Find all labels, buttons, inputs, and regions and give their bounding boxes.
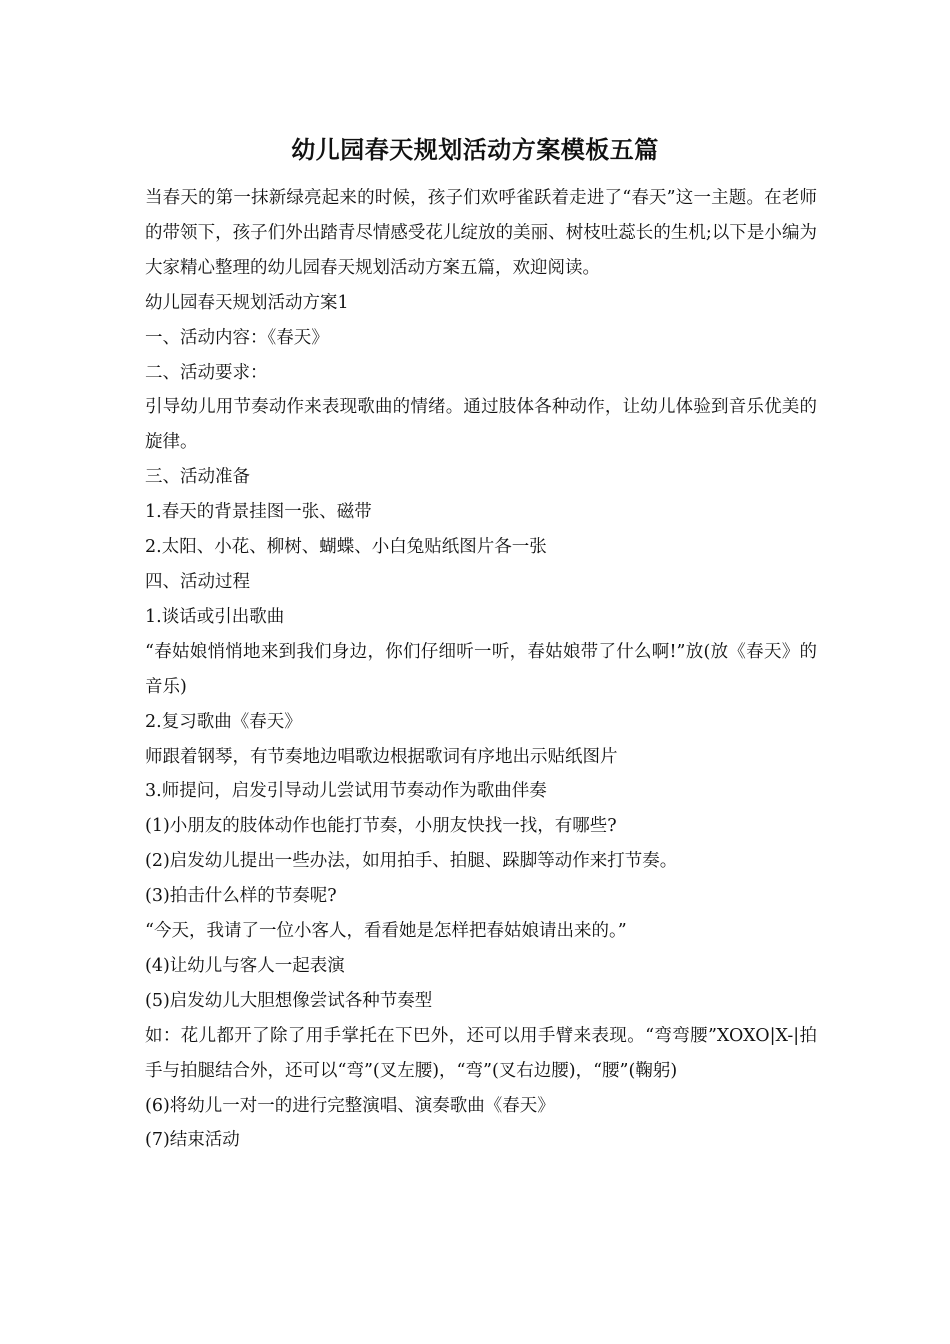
intro-paragraph: 当春天的第一抹新绿亮起来的时候，孩子们欢呼雀跃着走进了“春天”这一主题。在老师的带领下，孩子们外出踏青尽情感受花儿绽放的美丽、树枝吐蕊长的生机;以下是小编为大家精心整理的幼儿园春天规划活动方案五篇，欢迎阅读。 (145, 188, 817, 278)
list-item: 1.春天的背景挂图一张、磁带 (145, 502, 372, 523)
section-heading: 三、活动准备 (145, 467, 250, 488)
list-item: 3.师提问，启发引导动儿尝试用节奏动作为歌曲伴奏 (145, 781, 547, 802)
list-item: (6)将幼儿一对一的进行完整演唱、演奏歌曲《春天》 (145, 1095, 555, 1116)
document-body (145, 181, 817, 1158)
section-heading: 二、活动要求： (145, 362, 268, 383)
section-heading: 一、活动内容：《春天》 (145, 327, 329, 348)
document-title: 幼儿园春天规划活动方案模板五篇 (291, 136, 659, 164)
list-item: 2.复习歌曲《春天》 (145, 711, 302, 732)
list-item: (3)拍击什么样的节奏呢? (145, 886, 337, 907)
list-item: (1)小朋友的肢体动作也能打节奏，小朋友快找一找，有哪些? (145, 816, 617, 837)
body-paragraph: 如：花儿都开了除了用手掌托在下巴外，还可以用手臂来表现。“弯弯腰”XOXO|X-|拍手与拍腿结合外，还可以“弯”(叉左腰)，“弯”(叉右边腰)，“腰”(鞠躬) (145, 1025, 817, 1081)
plan-heading: 幼儿园春天规划活动方案1 (145, 292, 349, 313)
body-paragraph: “春姑娘悄悄地来到我们身边，你们仔细听一听，春姑娘带了什么啊!”放(放《春天》的音乐) (145, 641, 817, 697)
body-paragraph: “今天，我请了一位小客人，看看她是怎样把春姑娘请出来的。” (145, 921, 627, 942)
list-item: 1.谈话或引出歌曲 (145, 606, 285, 627)
section-heading: 四、活动过程 (145, 571, 250, 592)
body-paragraph: 引导幼儿用节奏动作来表现歌曲的情绪。通过肢体各种动作，让幼儿体验到音乐优美的旋律。 (145, 397, 817, 453)
list-item: (4)让幼儿与客人一起表演 (145, 955, 345, 976)
list-item: (5)启发幼儿大胆想像尝试各种节奏型 (145, 990, 433, 1011)
list-item: 2.太阳、小花、柳树、蝴蝶、小白兔贴纸图片各一张 (145, 537, 547, 558)
body-paragraph: 师跟着钢琴，有节奏地边唱歌边根据歌词有序地出示贴纸图片 (145, 746, 618, 767)
list-item: (7)结束活动 (145, 1130, 240, 1151)
list-item: (2)启发幼儿提出一些办法，如用拍手、拍腿、跺脚等动作来打节奏。 (145, 851, 678, 872)
